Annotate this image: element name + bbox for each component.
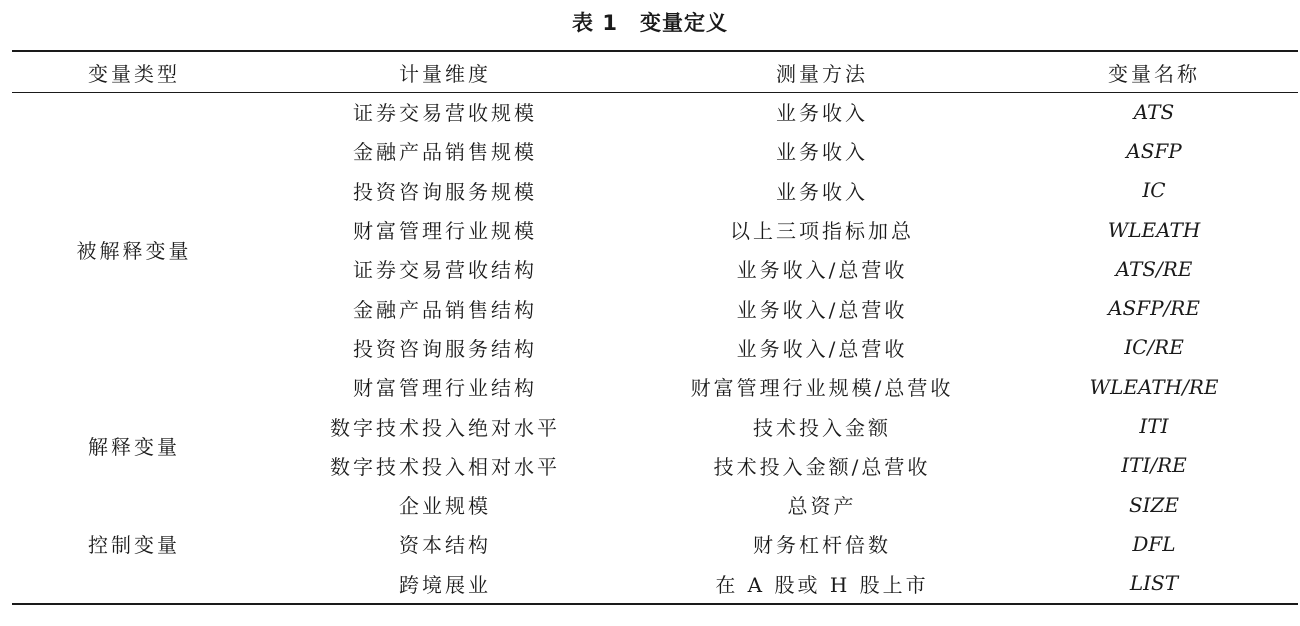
dimension-cell: 投资咨询服务结构	[353, 336, 537, 361]
variable-type-cell: 被解释变量	[76, 238, 192, 263]
method-cell: 业务收入	[776, 140, 868, 165]
header-row	[12, 53, 1298, 92]
method-cell: 技术投入金额	[753, 415, 891, 440]
dimension-cell: 跨境展业	[399, 572, 491, 597]
method-cell: 业务收入/总营收	[736, 258, 908, 283]
dimension-cell: 财富管理行业规模	[353, 219, 537, 244]
method-cell: 技术投入金额/总营收	[713, 454, 931, 479]
header-method: 测量方法	[776, 62, 868, 86]
variable-name-cell: ATS/RE	[1115, 256, 1193, 281]
table-row	[12, 92, 1298, 131]
variable-name-cell: WLEATH	[1107, 217, 1201, 242]
dimension-cell: 证券交易营收规模	[353, 101, 537, 126]
variable-name-cell: DFL	[1132, 531, 1176, 556]
variable-definition-table	[12, 53, 1298, 603]
method-cell: 在 A 股或 H 股上市	[715, 572, 929, 597]
variable-name-cell: WLEATH/RE	[1089, 374, 1219, 399]
method-cell: 以上三项指标加总	[730, 219, 914, 244]
top-rule	[12, 50, 1298, 52]
table-row	[12, 485, 1298, 524]
header-variable-name: 变量名称	[1108, 62, 1200, 86]
header-variable-type: 变量类型	[88, 62, 180, 86]
table-row	[12, 406, 1298, 445]
bottom-rule	[12, 603, 1298, 605]
dimension-cell: 证券交易营收结构	[353, 258, 537, 283]
dimension-cell: 金融产品销售规模	[353, 140, 537, 165]
variable-name-cell: ATS	[1133, 99, 1175, 124]
dimension-cell: 资本结构	[399, 533, 491, 558]
method-cell: 业务收入	[776, 101, 868, 126]
table-body	[12, 92, 1298, 603]
table-caption	[0, 8, 1300, 38]
table-title: 变量定义	[639, 11, 728, 35]
method-cell: 财富管理行业规模/总营收	[690, 376, 954, 401]
dimension-cell: 企业规模	[399, 494, 491, 519]
method-cell: 总资产	[787, 494, 857, 519]
variable-name-cell: ASFP/RE	[1108, 296, 1200, 321]
method-cell: 业务收入	[776, 179, 868, 204]
variable-name-cell: SIZE	[1128, 492, 1180, 517]
method-cell: 财务杠杆倍数	[753, 533, 891, 558]
header-dimension: 计量维度	[399, 62, 491, 86]
dimension-cell: 数字技术投入绝对水平	[330, 415, 560, 440]
variable-type-cell: 控制变量	[88, 533, 180, 558]
method-cell: 业务收入/总营收	[736, 297, 908, 322]
dimension-cell: 金融产品销售结构	[353, 297, 537, 322]
variable-type-cell: 解释变量	[88, 435, 180, 460]
variable-name-cell: ASFP	[1126, 138, 1182, 163]
variable-name-cell: IC/RE	[1124, 335, 1184, 360]
variable-name-cell: IC	[1142, 178, 1166, 203]
dimension-cell: 财富管理行业结构	[353, 376, 537, 401]
variable-name-cell: ITI	[1139, 414, 1169, 439]
dimension-cell: 投资咨询服务规模	[353, 179, 537, 204]
variable-name-cell: ITI/RE	[1121, 453, 1187, 478]
method-cell: 业务收入/总营收	[736, 336, 908, 361]
table-number: 表 1	[572, 11, 618, 35]
dimension-cell: 数字技术投入相对水平	[330, 454, 560, 479]
variable-name-cell: LIST	[1129, 571, 1179, 596]
